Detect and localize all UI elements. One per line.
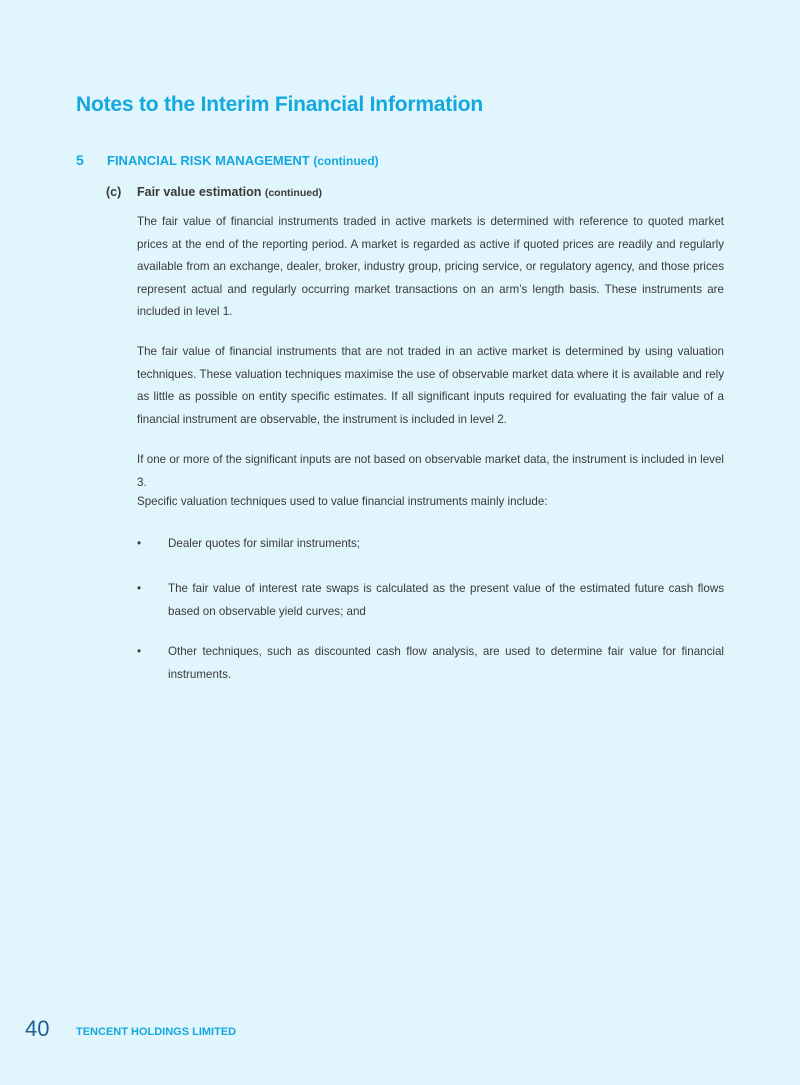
list-item [137, 578, 724, 623]
bullet-icon: • [137, 537, 142, 550]
section-title: FINANCIAL RISK MANAGEMENT [107, 153, 310, 168]
paragraph-level-2: The fair value of financial instruments that are not traded in an active market is determined by using valuation techniques. These valuation techniques maximise the use of observable market data where it is available and rely as little as possible on entity specific estimates. If all significant inputs required for evaluating the fair value of a financial instrument are observable, the instrument is included in level 2. [137, 345, 724, 426]
paragraph-techniques-intro: Specific valuation techniques used to value financial instruments mainly include: [137, 495, 548, 508]
list-item [137, 533, 724, 556]
bullet-icon: • [137, 645, 142, 658]
section-number: 5 [76, 152, 84, 168]
list-item [137, 641, 724, 686]
subsection-continued-label: (continued) [264, 187, 322, 199]
subsection-title: Fair value estimation [137, 185, 262, 199]
list-item-text: Other techniques, such as discounted cash flow analysis, are used to determine fair value for financial instruments. [168, 645, 724, 681]
page-title: Notes to the Interim Financial Information [76, 93, 483, 116]
list-item-text: Dealer quotes for similar instruments; [168, 537, 361, 550]
subsection-heading [106, 185, 322, 199]
subsection-label: (c) [106, 185, 122, 199]
paragraph-level-3: If one or more of the significant inputs are not based on observable market data, the instrument is included in level 3. [137, 453, 724, 489]
bullet-icon: • [137, 582, 142, 595]
paragraph-level-1: The fair value of financial instruments traded in active markets is determined with reference to quoted market prices at the end of the reporting period. A market is regarded as active if quoted prices are readily and regularly available from an exchange, dealer, broker, industry group, pricing service, or regulatory agency, and those prices represent actual and regularly occurring market transactions on an arm’s length basis. These instruments are included in level 1. [137, 215, 724, 318]
section-continued-label: (continued) [313, 154, 379, 168]
footer-company-name: TENCENT HOLDINGS LIMITED [76, 1026, 237, 1038]
section-heading [76, 152, 379, 168]
page-number: 40 [25, 1016, 50, 1041]
list-item-text: The fair value of interest rate swaps is calculated as the present value of the estimated future cash flows based on observable yield curves; and [168, 582, 724, 618]
